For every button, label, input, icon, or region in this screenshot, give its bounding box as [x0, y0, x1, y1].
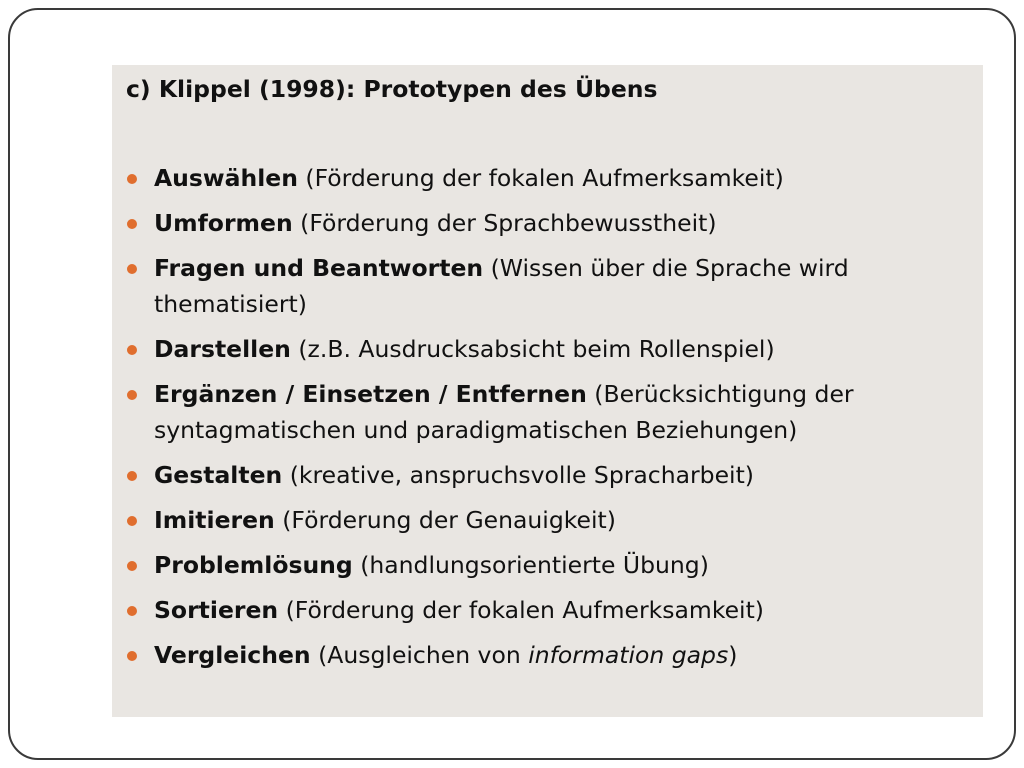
slide-heading: c) Klippel (1998): Prototypen des Übens: [126, 75, 658, 103]
content-box: [112, 65, 983, 717]
bullet-icon: [127, 219, 137, 229]
item-term: Fragen und Beantworten: [154, 254, 484, 282]
item-italic-term: information gaps: [528, 641, 729, 669]
list-item: [112, 502, 957, 538]
item-term: Umformen: [154, 209, 293, 237]
item-description: (Ausgleichen von: [310, 641, 529, 669]
bullet-icon: [127, 390, 137, 400]
item-term: Auswählen: [154, 164, 298, 192]
item-term: Ergänzen / Einsetzen / Entfernen: [154, 380, 587, 408]
item-term: Problemlösung: [154, 551, 353, 579]
list-item: [112, 250, 957, 322]
bullet-icon: [127, 561, 137, 571]
item-description-end: ): [728, 641, 738, 669]
item-term: Imitieren: [154, 506, 275, 534]
item-description: (Förderung der fokalen Aufmerksamkeit): [278, 596, 764, 624]
bullet-icon: [127, 471, 137, 481]
item-description: (kreative, anspruchsvolle Spracharbeit): [282, 461, 754, 489]
list-item: [112, 457, 957, 493]
item-term: Gestalten: [154, 461, 283, 489]
item-description: (Förderung der Genauigkeit): [274, 506, 616, 534]
slide-frame: [8, 8, 1016, 760]
bullet-list: [112, 160, 957, 682]
bullet-icon: [127, 516, 137, 526]
item-description: (Förderung der fokalen Aufmerksamkeit): [297, 164, 784, 192]
bullet-icon: [127, 174, 137, 184]
bullet-icon: [127, 651, 137, 661]
item-term: Sortieren: [154, 596, 279, 624]
item-term: Vergleichen: [154, 641, 311, 669]
bullet-icon: [127, 264, 137, 274]
item-description: (handlungsorientierte Übung): [352, 551, 709, 579]
list-item: [112, 592, 957, 628]
bullet-icon: [127, 345, 137, 355]
item-description: (Berücksichtigung der syntagmatischen und paradigmatischen Beziehungen): [154, 380, 854, 444]
list-item: [112, 160, 957, 196]
list-item: [112, 547, 957, 583]
list-item: [112, 331, 957, 367]
list-item: [112, 637, 957, 673]
item-term: Darstellen: [154, 335, 291, 363]
bullet-icon: [127, 606, 137, 616]
item-description: (Wissen über die Sprache wird thematisiert): [154, 254, 849, 318]
item-description: (Förderung der Sprachbewusstheit): [292, 209, 717, 237]
list-item: [112, 376, 957, 448]
list-item: [112, 205, 957, 241]
item-description: (z.B. Ausdrucksabsicht beim Rollenspiel): [290, 335, 775, 363]
